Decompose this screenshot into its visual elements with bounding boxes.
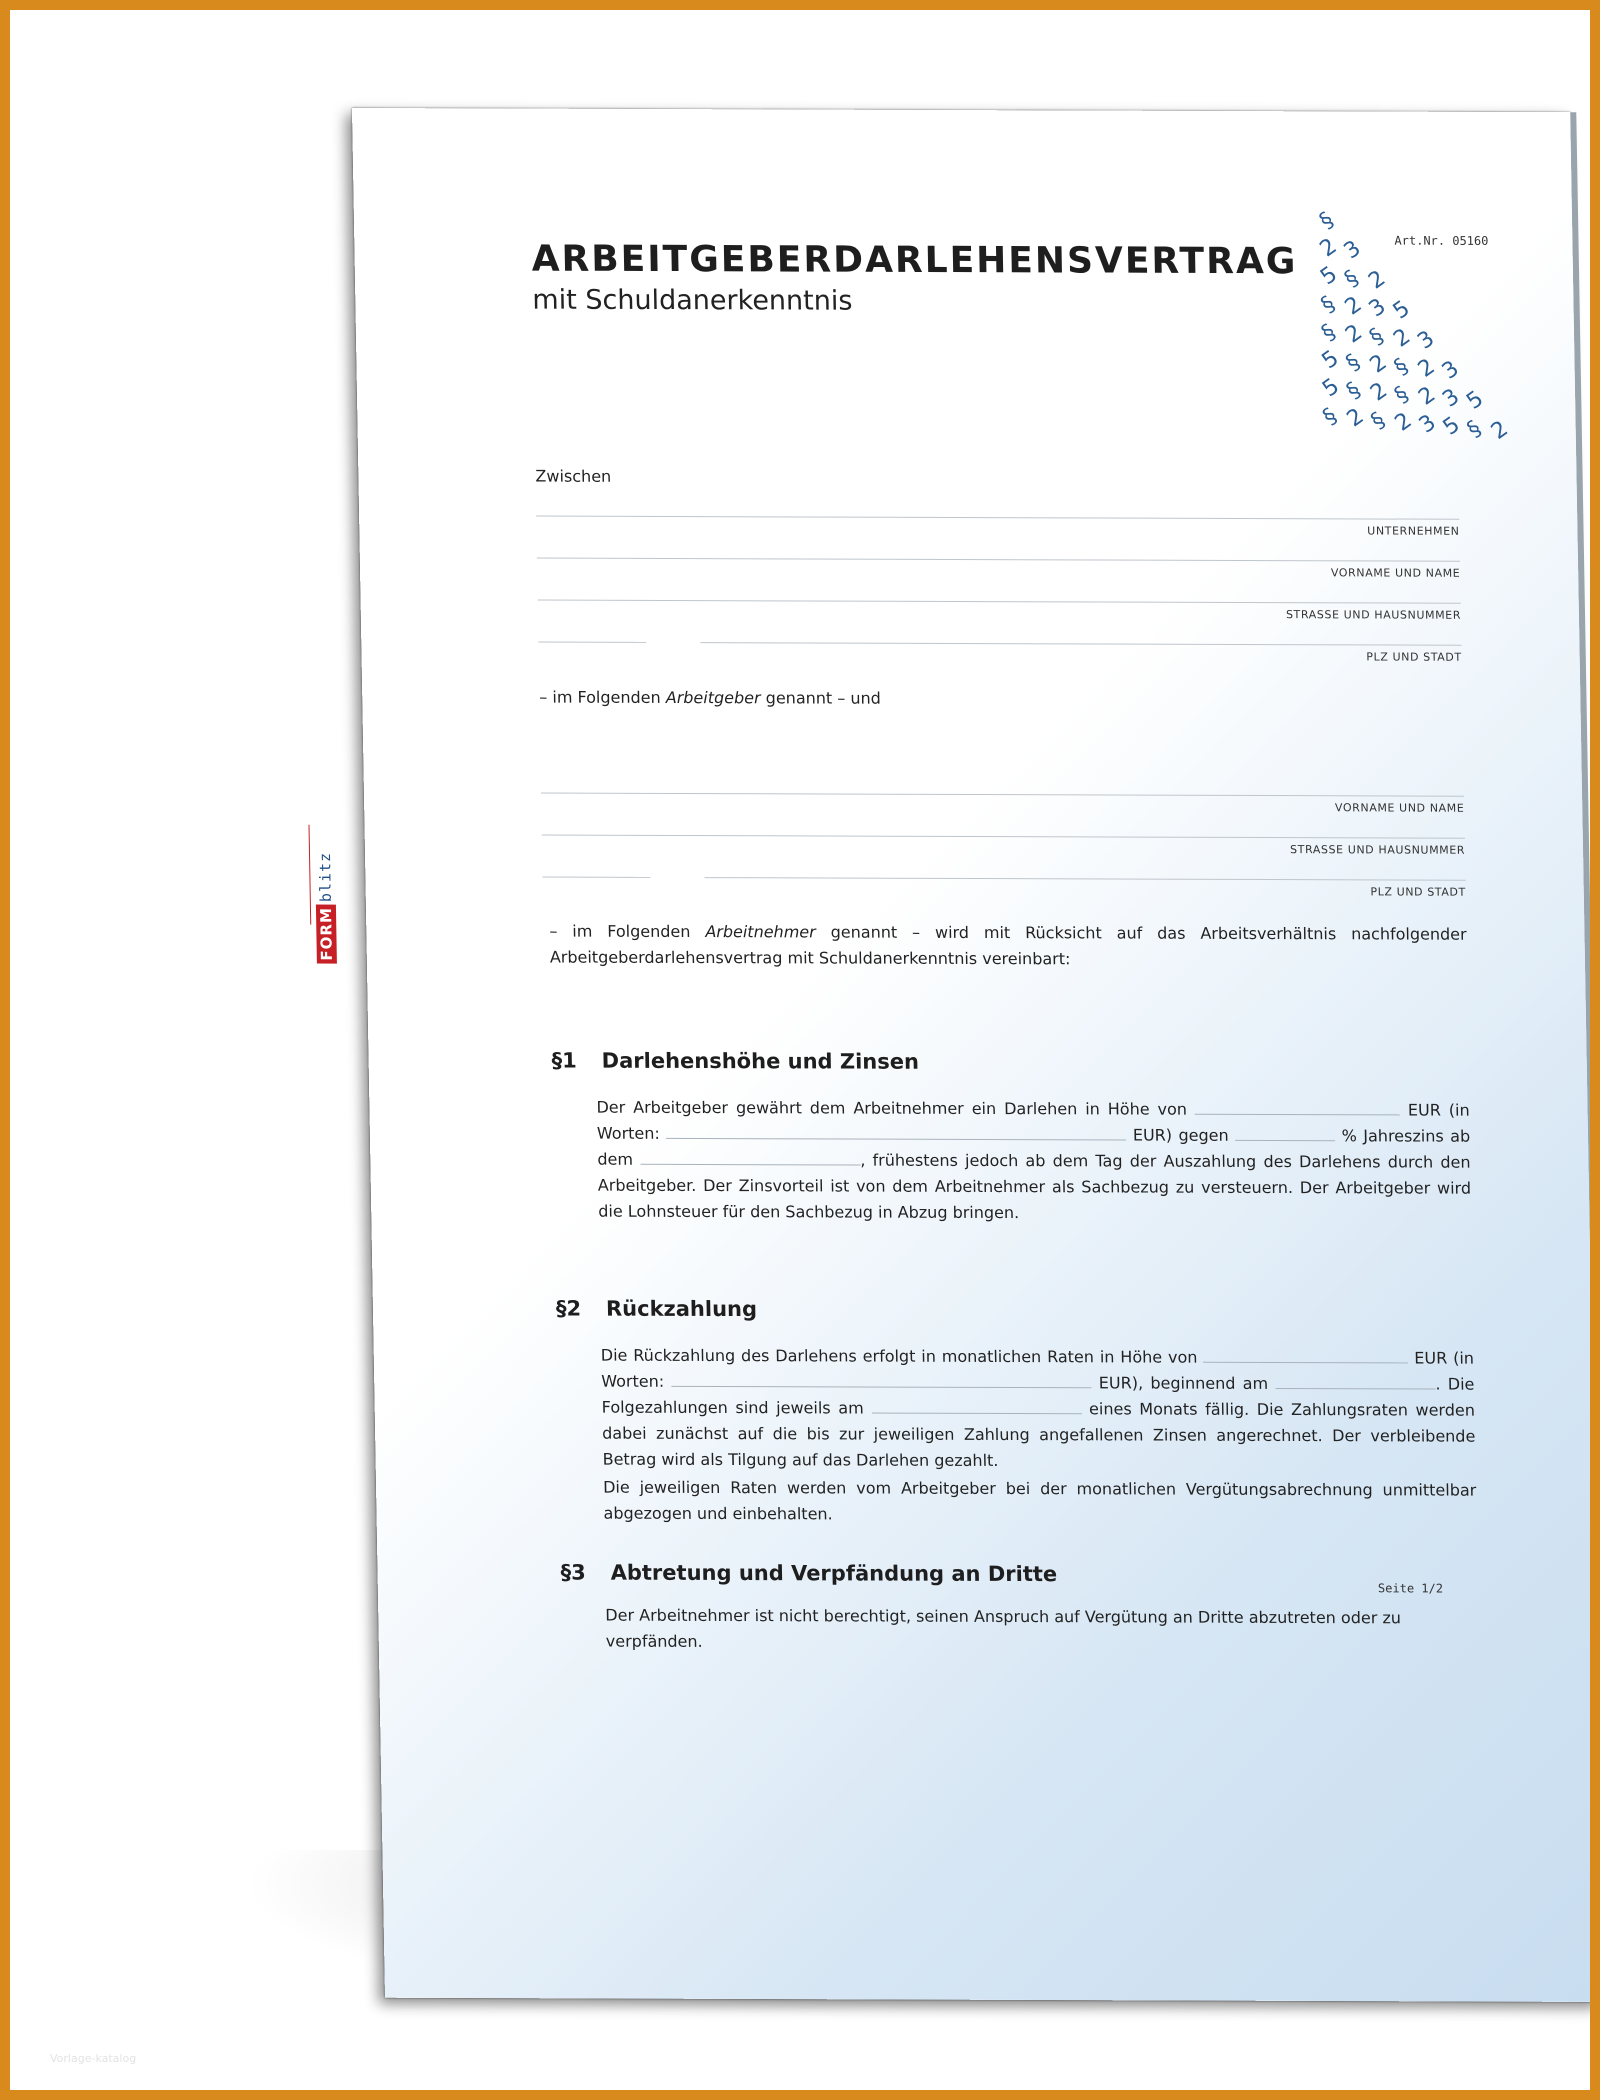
field-label: VORNAME UND NAME [1334,801,1465,815]
logo-wordmark [316,852,336,964]
paragraph-glyph: 2 [1390,408,1417,437]
field-line [542,835,1465,839]
paragraph-glyph: 2 [1365,349,1392,379]
paragraph-glyph: § [1366,407,1391,435]
paragraph-glyph: 5 [1317,345,1344,375]
field-label: PLZ UND STADT [1370,885,1466,899]
rate-in-words-blank[interactable] [671,1372,1091,1388]
paragraph-glyph: 2 [1389,324,1416,353]
section-3-paragraph: Der Arbeitnehmer ist nicht berechtigt, seinen Anspruch auf Vergütung an Dritte abzutreten oder zu verpfänden. [605,1605,1402,1651]
paragraph-glyph: § [1317,319,1341,347]
section-1-paragraph [596,1095,1471,1228]
paragraph-glyph: § [1342,377,1366,405]
text-segment: Die Rückzahlung des Darlehens erfolgt in monatlichen Raten in Höhe von [600,1345,1198,1367]
section-2-paragraph-1 [601,1343,1476,1476]
article-number: Art.Nr. 05160 [1394,233,1489,248]
watermark-text: Vorlage-katalog [50,2052,137,2065]
amount-in-words-blank[interactable] [666,1124,1126,1141]
paragraph-glyph: 3 [1414,410,1441,439]
paragraph-glyph: 2 [1413,354,1440,383]
section-title: Darlehenshöhe und Zinsen [601,1048,920,1074]
role-name: Arbeitgeber [665,687,761,708]
paragraph-pattern-icon [1314,199,1528,450]
parties-intro: Zwischen [535,466,612,486]
text-segment: , frühestens jedoch ab dem Tag der Auszahlung des Darlehens durch den Arbeitgeber. Der Zinsvorteil ist von dem Arbeitnehmer als Sachbezug zu versteuern. Der Arbeitgeber wird die Lohnsteuer für den Sachbezug in Abzug bringen. [597,1150,1472,1223]
role-name: Arbeitnehmer [705,922,816,942]
zip-line [542,877,650,878]
paragraph-glyph: 2 [1486,416,1513,445]
interest-start-date-blank[interactable] [640,1150,860,1166]
paragraph-glyph: 5 [1462,386,1489,415]
section-number: §1 [551,1048,577,1073]
paragraph-glyph: § [1340,265,1364,293]
page-edge [1570,112,1600,2002]
loan-amount-blank[interactable] [1195,1100,1400,1116]
employer-name-field[interactable] [537,546,1461,587]
paragraph-glyph: § [1389,353,1414,381]
field-label: VORNAME UND NAME [1330,566,1461,580]
start-date-blank[interactable] [1275,1374,1435,1390]
text-segment: EUR) gegen [1132,1125,1229,1145]
employee-city-field[interactable] [542,865,1466,906]
text-segment: . Die Folgezahlungen sind jeweils am [601,1374,1475,1418]
page-number: Seite 1/2 [1377,1581,1444,1596]
employer-city-field[interactable] [538,630,1462,671]
text-segment: eines Monats fällig. Die Zahlungsraten werden dabei zunächst auf die bis zur jeweiligen Zahlung angefallenen Zinsen angerechnet. Der verbleibende Betrag wird als Tilgung auf das Darlehen gezahlt. [601,1399,1476,1470]
document-subtitle: mit Schuldanerkenntnis [532,284,853,317]
due-day-blank[interactable] [871,1399,1081,1415]
paragraph-glyph: 3 [1339,235,1366,265]
paragraph-glyph: § [1318,403,1343,431]
logo-form: FORM [316,904,337,964]
section-1-heading [551,1048,919,1073]
formblitz-logo [313,833,340,983]
employee-name-field[interactable] [541,781,1465,822]
section-title: Abtretung und Verpfändung an Dritte [610,1560,1058,1587]
employer-role-text [539,685,881,712]
paragraph-pattern-graphic [1314,199,1528,450]
employee-role-text [549,919,1467,974]
field-label: STRASSE UND HAUSNUMMER [1290,843,1466,857]
section-3-heading [560,1560,1057,1586]
paragraph-glyph: 5 [1316,261,1343,291]
paragraph-glyph: 3 [1413,326,1440,355]
paragraph-glyph: § [1365,323,1389,351]
role-suffix: genannt – und [760,688,882,708]
text-segment: EUR (in Worten: [596,1100,1470,1143]
paragraph-glyph: § [1315,207,1339,235]
paragraph-glyph: 5 [1388,296,1415,325]
section-number: §3 [560,1560,586,1585]
text-segment: % Jahreszins ab dem [597,1126,1471,1169]
role-prefix: – im Folgenden [549,921,706,942]
zip-line [538,642,646,643]
interest-rate-blank[interactable] [1235,1126,1335,1141]
field-label: STRASSE UND HAUSNUMMER [1285,608,1462,622]
city-line [704,877,1465,881]
document-title: ARBEITGEBERDARLEHENSVERTRAG [531,238,1298,283]
rate-amount-blank[interactable] [1203,1348,1408,1364]
text-segment: EUR (in Worten: [601,1348,1475,1391]
field-label: UNTERNEHMEN [1367,524,1460,538]
role-prefix: – im Folgenden [539,687,666,707]
logo-blitz: blitz [315,851,335,903]
paragraph-glyph: § [1316,291,1341,319]
logo-red-rule [309,825,312,925]
paragraph-glyph: 2 [1341,319,1368,349]
field-line [538,600,1461,604]
employer-street-field[interactable] [537,588,1461,629]
paragraph-glyph: 2 [1364,265,1391,295]
text-segment: EUR), beginnend am [1098,1373,1269,1393]
field-line [541,793,1464,797]
paragraph-glyph: 2 [1342,403,1369,433]
field-line [536,516,1459,520]
paragraph-glyph: 3 [1437,356,1464,385]
paragraph-glyph: 5 [1438,412,1465,441]
paragraph-glyph: 5 [1318,373,1345,403]
section-title: Rückzahlung [605,1296,758,1322]
section-2-heading [556,1296,757,1321]
document-page [315,108,1600,2002]
employer-company-field[interactable] [536,504,1460,545]
field-line [537,558,1460,562]
paragraph-glyph: 2 [1366,377,1393,407]
paragraph-glyph: § [1341,349,1366,377]
section-number: §2 [555,1296,582,1321]
paragraph-glyph: 2 [1315,233,1342,263]
paragraph-glyph: 2 [1414,382,1441,411]
section-2-paragraph-2: Die jeweiligen Raten werden vom Arbeitgeber bei der monatlichen Vergütungsabrechnung unmittelbar abgezogen und einbehalten. [602,1477,1477,1524]
paragraph-glyph: 2 [1340,291,1367,321]
field-label: PLZ UND STADT [1366,650,1462,664]
role-suffix: genannt – wird mit Rücksicht auf das Arbeitsverhältnis nachfolgender Arbeitgeberdarlehensvertrag mit Schuldanerkenntnis vereinbart: [549,922,1467,969]
paragraph-glyph: § [1462,415,1487,443]
city-line [700,642,1461,646]
employee-street-field[interactable] [541,823,1465,864]
paragraph-glyph: 3 [1438,384,1465,413]
paragraph-glyph: 3 [1364,293,1391,323]
paragraph-glyph: § [1390,381,1414,409]
text-segment: Der Arbeitgeber gewährt dem Arbeitnehmer ein Darlehen in Höhe von [596,1097,1188,1119]
